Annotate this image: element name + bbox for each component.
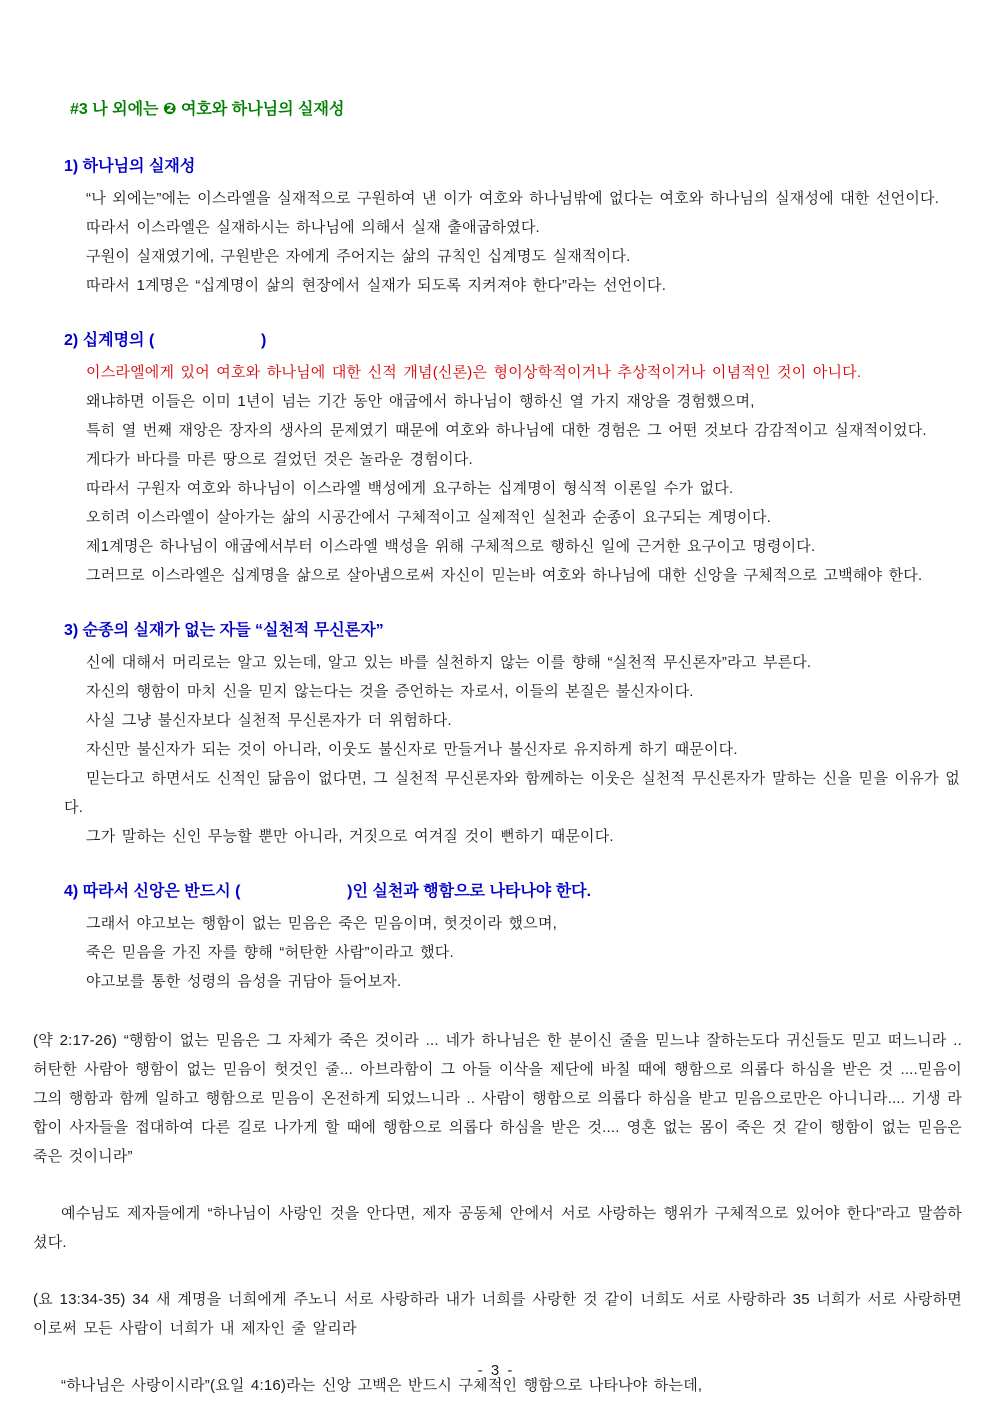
document-title: #3 나 외에는 ❷ 여호와 하나님의 실재성 (70, 101, 345, 118)
section-1-heading: 1) 하나님의 실재성 (64, 158, 196, 175)
page-number: - 3 - (477, 1362, 515, 1379)
paragraph: 오히려 이스라엘이 살아가는 삶의 시공간에서 구체적이고 실제적인 실천과 순종이 요구되는 계명이다. (86, 509, 772, 526)
paragraph: 자신만 불신자가 되는 것이 아니라, 이웃도 불신자로 만들거나 불신자로 유지하게 하기 때문이다. (86, 741, 738, 758)
paragraph: 신에 대해서 머리로는 알고 있는데, 알고 있는 바를 실천하지 않는 이를 향해 “실천적 무신론자”라고 부른다. (86, 654, 812, 671)
paragraph: 따라서 1계명은 “십계명이 삶의 현장에서 실재가 되도록 지켜져야 한다”라는 선언이다. (86, 277, 667, 294)
paragraph: 그러므로 이스라엘은 십계명을 삶으로 살아냄으로써 자신이 믿는바 여호와 하나님에 대한 신앙을 구체적으로 고백해야 한다. (86, 567, 923, 584)
section-faith-in-action (64, 881, 960, 996)
paragraph: 따라서 이스라엘은 실재하시는 하나님에 의해서 실재 출애굽하였다. (86, 219, 540, 236)
paragraph: 믿는다고 하면서도 신적인 닮음이 없다면, 그 실천적 무신론자와 함께하는 이웃은 실천적 무신론자가 말하는 신을 믿을 이유가 없다. (64, 770, 960, 816)
paragraph: 그래서 야고보는 행함이 없는 믿음은 죽은 믿음이며, 헛것이라 했으며, (86, 915, 557, 932)
section-2-heading: 2) 십계명의 ( ) (64, 332, 267, 349)
paragraph: “나 외에는”에는 이스라엘을 실재적으로 구원하여 낸 이가 여호와 하나님밖에 없다는 여호와 하나님의 실재성에 대한 선언이다. (86, 190, 940, 207)
paragraph: 구원이 실재였기에, 구원받은 자에게 주어지는 삶의 규칙인 십계명도 실재적이다. (86, 248, 631, 265)
section-ten-commandments (64, 330, 960, 590)
paragraph: 왜냐하면 이들은 이미 1년이 넘는 기간 동안 애굽에서 하나님이 행하신 열 가지 재앙을 경험했으며, (86, 393, 755, 410)
paragraph: 제1계명은 하나님이 애굽에서부터 이스라엘 백성을 위해 구체적으로 행하신 일에 근거한 요구이고 명령이다. (86, 538, 816, 555)
paragraph: 사실 그냥 불신자보다 실천적 무신론자가 더 위험하다. (86, 712, 452, 729)
section-practical-atheists (64, 620, 960, 851)
scripture-quote-john-13-34-35: (요 13:34-35) 34 새 계명을 너희에게 주노니 서로 사랑하라 내가 너희를 사랑한 것 같이 너희도 서로 사랑하라 35 너희가 서로 사랑하면 이로써 모든 사람이 너희가 내 제자인 줄 알리라 (33, 1291, 962, 1337)
closing-paragraph: “하나님은 사랑이시라”(요일 4:16)라는 신앙 고백은 반드시 구체적인 행함으로 나타나야 하는데, (61, 1377, 703, 1394)
paragraph: 특히 열 번째 재앙은 장자의 생사의 문제였기 때문에 여호와 하나님에 대한 경험은 그 어떤 것보다 감감적이고 실재적이었다. (86, 422, 927, 439)
paragraph: 게다가 바다를 마른 땅으로 걸었던 것은 놀라운 경험이다. (86, 451, 473, 468)
section-gods-reality (64, 156, 960, 300)
section-3-heading: 3) 순종의 실재가 없는 자들 “실천적 무신론자” (64, 622, 384, 639)
scripture-quote-james-2-17-26: (약 2:17-26) “행함이 없는 믿음은 그 자체가 죽은 것이라 ... 네가 하나님은 한 분이신 줄을 믿느냐 잘하는도다 귀신들도 믿고 떠느니라 .. 허탄한 사람아 행함이 없는 믿음이 헛것인 줄... 아브라함이 그 아들 이삭을 제단에 바칠 때에 행함으로 의롭다 하심을 받은 것 ....믿음이 그의 행함과 함께 일하고 행함으로 믿음이 온전하게 되었느니라 .. 사람이 행함으로 의롭다 하심을 받고 믿음으로만은 아니니라.... 기생 라합이 사자들을 접대하여 다른 길로 나가게 할 때에 행함으로 의롭다 하심을 받은 것.... 영혼 없는 몸이 죽은 것 같이 행함이 없는 믿음은 죽은 것이니라” (33, 1032, 962, 1165)
highlighted-red-paragraph: 이스라엘에게 있어 여호와 하나님에 대한 신적 개념(신론)은 형이상학적이거나 추상적이거나 이념적인 것이 아니다. (86, 364, 862, 381)
paragraph: 자신의 행함이 마치 신을 믿지 않는다는 것을 증언하는 자로서, 이들의 본질은 불신자이다. (86, 683, 694, 700)
paragraph: 야고보를 통한 성령의 음성을 귀담아 들어보자. (86, 973, 402, 990)
section-4-heading: 4) 따라서 신앙은 반드시 ( )인 실천과 행함으로 나타나야 한다. (64, 883, 592, 900)
paragraph: 그가 말하는 신인 무능할 뿐만 아니라, 거짓으로 여겨질 것이 뻔하기 때문이다. (86, 828, 614, 845)
jesus-teaching-paragraph: 예수님도 제자들에게 “하나님이 사랑인 것을 안다면, 제자 공동체 안에서 서로 사랑하는 행위가 구체적으로 있어야 한다”라고 말씀하셨다. (33, 1205, 962, 1251)
paragraph: 죽은 믿음을 가진 자를 향해 “허탄한 사람”이라고 했다. (86, 944, 454, 961)
paragraph: 따라서 구원자 여호와 하나님이 이스라엘 백성에게 요구하는 십계명이 형식적 이론일 수가 없다. (86, 480, 734, 497)
